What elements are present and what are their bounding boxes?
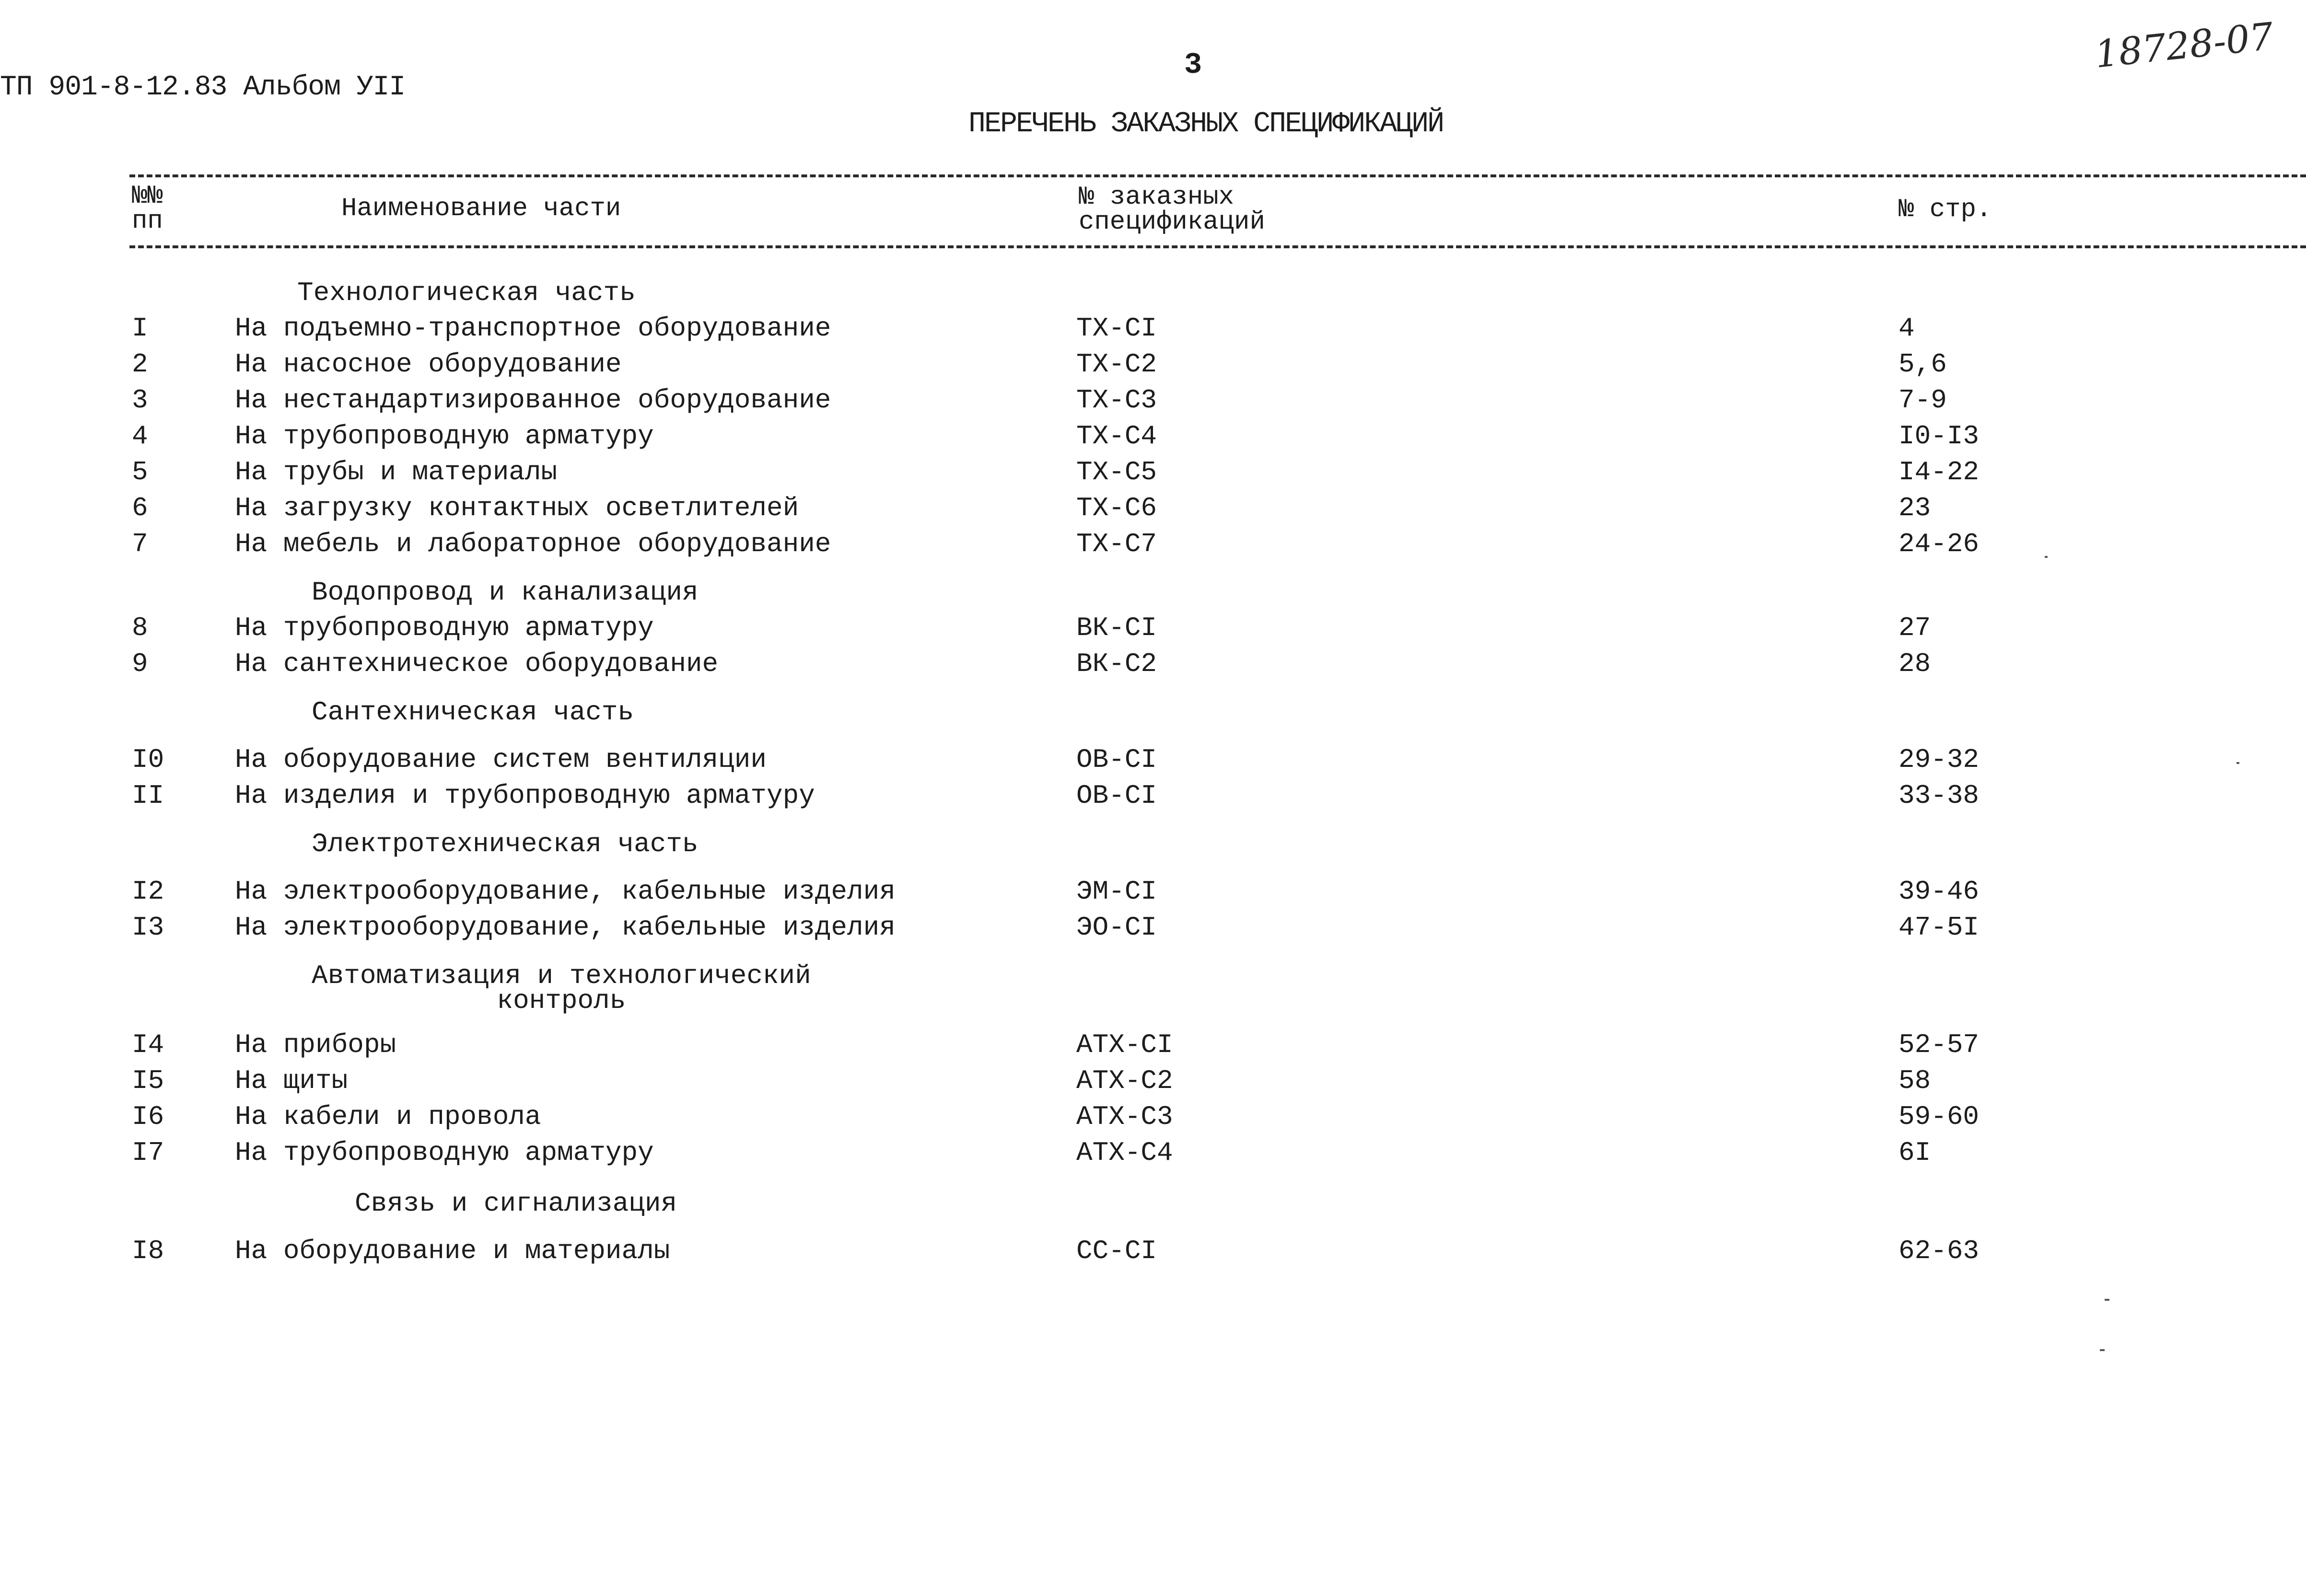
row-page: 24-26	[1898, 529, 1980, 559]
row-number: I6	[132, 1101, 164, 1132]
row-number: I2	[132, 876, 164, 907]
row-page: 47-5I	[1898, 912, 1980, 943]
section-title: Связь и сигнализация	[355, 1188, 677, 1219]
handwritten-archive-number: 18728-07	[2093, 15, 2276, 77]
row-number: II	[132, 780, 164, 811]
row-page: 5,6	[1898, 349, 1947, 380]
row-name: На приборы	[235, 1029, 396, 1060]
column-header-number	[132, 184, 163, 234]
row-spec: ТХ-СI	[1076, 313, 1157, 344]
row-page: 28	[1898, 648, 1931, 679]
row-number: 2	[132, 349, 148, 380]
row-page: 29-32	[1898, 744, 1980, 775]
row-name: На оборудование и материалы	[235, 1236, 670, 1266]
section-title: Электротехническая часть	[312, 829, 699, 859]
row-page: 58	[1898, 1065, 1931, 1096]
row-name: На электрооборудование, кабельные изделия	[235, 876, 896, 907]
row-spec: ОВ-СI	[1076, 744, 1157, 775]
row-page: 6I	[1898, 1137, 1931, 1168]
section-title	[312, 960, 811, 1016]
column-header-name: Наименование части	[341, 194, 621, 223]
row-name: На загрузку контактных осветлителей	[235, 493, 799, 523]
row-name: На подъемно-транспортное оборудование	[235, 313, 831, 344]
row-number: 5	[132, 457, 148, 487]
row-page: 7-9	[1898, 385, 1947, 416]
row-number: I5	[132, 1065, 164, 1096]
row-page: 4	[1898, 313, 1915, 344]
row-spec: ТХ-С5	[1076, 457, 1157, 487]
scan-speck	[2105, 1299, 2109, 1301]
row-name: На кабели и провола	[235, 1101, 541, 1132]
row-page: 52-57	[1898, 1029, 1980, 1060]
row-name: На изделия и трубопроводную арматуру	[235, 780, 815, 811]
row-page: 39-46	[1898, 876, 1980, 907]
row-spec: ТХ-С7	[1076, 529, 1157, 559]
page-number: 3	[1184, 48, 1202, 82]
section-title: Водопровод и канализация	[312, 577, 699, 608]
row-name: На мебель и лабораторное оборудование	[235, 529, 831, 559]
row-spec: ТХ-С2	[1076, 349, 1157, 380]
row-page: 59-60	[1898, 1101, 1980, 1132]
row-spec: ТХ-С6	[1076, 493, 1157, 523]
row-name: На трубопроводную арматуру	[235, 613, 654, 643]
section-title-line2: контроль	[497, 985, 626, 1016]
column-header-spec-line1: № заказных	[1079, 183, 1235, 212]
scan-speck	[2100, 1349, 2105, 1351]
row-number: I3	[132, 912, 164, 943]
row-name: На сантехническое оборудование	[235, 648, 719, 679]
row-spec: АТХ-С3	[1076, 1101, 1173, 1132]
row-spec: ВК-С2	[1076, 648, 1157, 679]
scan-speck	[2045, 556, 2048, 558]
column-header-spec	[1079, 185, 1265, 235]
row-name: На нестандартизированное оборудование	[235, 385, 831, 416]
column-header-spec-line2: спецификаций	[1079, 208, 1265, 237]
row-number: I	[132, 313, 148, 344]
row-page: 27	[1898, 613, 1931, 643]
row-name: На насосное оборудование	[235, 349, 622, 380]
row-number: I0	[132, 744, 164, 775]
document-code: ТП 901-8-12.83 Альбом УII	[0, 72, 406, 103]
section-title: Технологическая часть	[297, 278, 636, 308]
row-number: 6	[132, 493, 148, 523]
row-name: На электрооборудование, кабельные изделия	[235, 912, 896, 943]
column-header-page: № стр.	[1898, 195, 1992, 224]
row-number: I8	[132, 1236, 164, 1266]
row-spec: СС-СI	[1076, 1236, 1157, 1266]
row-page: 33-38	[1898, 780, 1980, 811]
row-page: 23	[1898, 493, 1931, 523]
row-number: 4	[132, 421, 148, 451]
section-title: Сантехническая часть	[312, 697, 634, 728]
row-spec: ВК-СI	[1076, 613, 1157, 643]
row-spec: АТХ-С4	[1076, 1137, 1173, 1168]
row-spec: ЭО-СI	[1076, 912, 1157, 943]
row-spec: АТХ-СI	[1076, 1029, 1173, 1060]
row-spec: ТХ-С4	[1076, 421, 1157, 451]
row-page: 62-63	[1898, 1236, 1980, 1266]
header-bottom-divider	[129, 245, 2306, 248]
scan-speck	[2236, 762, 2239, 764]
column-header-number-line1: №№	[132, 182, 163, 211]
row-spec: ТХ-С3	[1076, 385, 1157, 416]
row-number: 3	[132, 385, 148, 416]
row-name: На трубы и материалы	[235, 457, 558, 487]
row-number: 7	[132, 529, 148, 559]
row-number: 9	[132, 648, 148, 679]
row-number: 8	[132, 613, 148, 643]
row-name: На щиты	[235, 1065, 348, 1096]
section-title-line1: Автоматизация и технологический	[312, 960, 811, 991]
row-spec: АТХ-С2	[1076, 1065, 1173, 1096]
row-spec: ЭМ-СI	[1076, 876, 1157, 907]
row-number: I4	[132, 1029, 164, 1060]
header-top-divider	[129, 174, 2306, 177]
page-title: ПЕРЕЧЕНЬ ЗАКАЗНЫХ СПЕЦИФИКАЦИЙ	[968, 108, 1444, 140]
row-number: I7	[132, 1137, 164, 1168]
row-page: I0-I3	[1898, 421, 1980, 451]
row-name: На трубопроводную арматуру	[235, 1137, 654, 1168]
row-page: I4-22	[1898, 457, 1980, 487]
row-name: На трубопроводную арматуру	[235, 421, 654, 451]
row-name: На оборудование систем вентиляции	[235, 744, 767, 775]
column-header-number-line2: пп	[132, 207, 163, 236]
row-spec: ОВ-СI	[1076, 780, 1157, 811]
